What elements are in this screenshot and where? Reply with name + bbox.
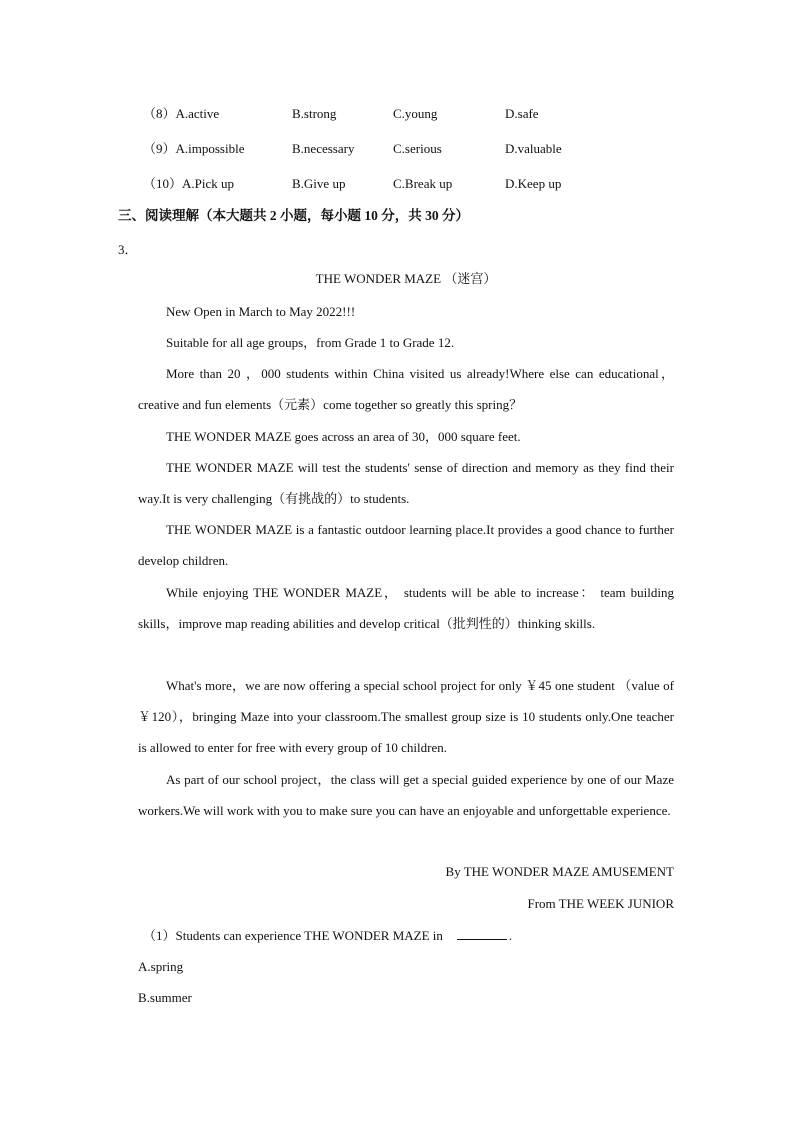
passage-paragraph: New Open in March to May 2022!!!: [166, 304, 356, 319]
option-d: D.safe: [505, 106, 539, 121]
option-a: （10）A.Pick up: [143, 176, 235, 191]
answer-blank: [457, 927, 507, 940]
option-d: D.Keep up: [505, 176, 562, 191]
option-b: B.strong: [292, 106, 337, 121]
question-end: .: [508, 928, 513, 943]
passage-paragraph: THE WONDER MAZE will test the students' sense of direction and memory as they find their way.It is very challenging（有挑战的）to students.: [138, 460, 674, 507]
choice-b: B.summer: [138, 990, 192, 1005]
passage-paragraph: Suitable for all age groups，from Grade 1 to Grade 12.: [166, 335, 455, 350]
passage-paragraph: THE WONDER MAZE is a fantastic outdoor learning place.It provides a good chance to further develop children.: [138, 522, 674, 569]
passage-paragraph: As part of our school project，the class will get a special guided experience by one of our Maze workers.We will work with you to make sure you can have an enjoyable and unforgettable experience.: [138, 772, 674, 819]
option-d: D.valuable: [505, 141, 562, 156]
question-stem: [143, 926, 512, 946]
question-number: 3．: [118, 242, 138, 257]
option-c: C.Break up: [393, 176, 453, 191]
choice-a: A.spring: [138, 959, 184, 974]
passage-paragraph: While enjoying THE WONDER MAZE， students will be able to increase： team building skills，improve map reading abilities and develop critical（批判性的）thinking skills.: [138, 585, 674, 632]
option-a: （8）A.active: [143, 106, 220, 121]
section-heading: 三、阅读理解（本大题共 2 小题，每小题 10 分，共 30 分）: [118, 208, 469, 223]
passage-source: From THE WEEK JUNIOR: [527, 896, 674, 911]
option-b: B.necessary: [292, 141, 355, 156]
option-c: C.serious: [393, 141, 442, 156]
passage-paragraph: More than 20 ，000 students within China visited us already!Where else can educational，creative and fun elements（元素）come together so greatly this spring？: [138, 366, 674, 413]
question-text: （1）Students can experience THE WONDER MAZE in: [143, 928, 443, 943]
option-c: C.young: [393, 106, 438, 121]
passage-byline: By THE WONDER MAZE AMUSEMENT: [445, 864, 674, 879]
passage-title: THE WONDER MAZE （迷宫）: [315, 271, 497, 286]
passage-paragraph: What's more，we are now offering a special school project for only ￥45 one student （value of ￥120），bringing Maze into your classroom.The smallest group size is 10 students only.One teacher is allowed to enter for free with every group of 10 children.: [138, 678, 674, 756]
option-b: B.Give up: [292, 176, 346, 191]
option-a: （9）A.impossible: [143, 141, 245, 156]
passage-paragraph: THE WONDER MAZE goes across an area of 30，000 square feet.: [166, 429, 521, 444]
